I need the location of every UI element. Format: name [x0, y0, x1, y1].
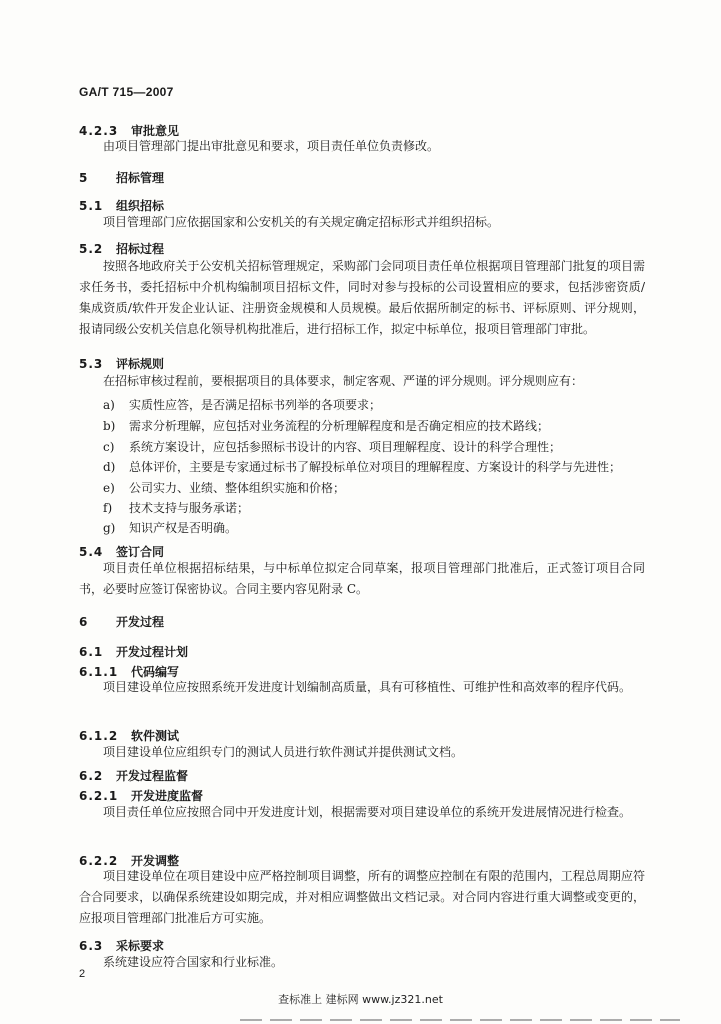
paragraph-6-2-2: 项目建设单位在项目建设中应严格控制项目调整，所有的调整应控制在有限的范围内，工程总周期应符合合同要求，以确保系统建设如期完成，并对相应调整做出文档记录。对合同内容进行重大调整或变更的，应报项目管理部门批准后方可实施。 [79, 869, 645, 925]
list-item: d) 总体评价，主要是专家通过标书了解投标单位对项目的理解程度、方案设计的科学与先进性； [103, 460, 622, 474]
heading-6-1: 6.1 开发过程计划 [79, 645, 189, 659]
list-item: f) 技术支持与服务承诺； [103, 501, 250, 515]
site-footer-watermark: 查标准上 建标网 www.jz321.net [278, 993, 443, 1006]
heading-5-3: 5.3 评标规则 [79, 357, 165, 371]
heading-6-1-2: 6.1.2 软件测试 [79, 729, 180, 743]
page-number: 2 [79, 968, 86, 980]
heading-4-2-3: 4.2.3 审批意见 [79, 124, 180, 138]
heading-6: 6 开发过程 [79, 615, 165, 629]
paragraph-6-1-1: 项目建设单位应按照系统开发进度计划编制高质量，具有可移植性、可维护性和高效率的程序代码。 [103, 680, 632, 694]
standard-code-header: GA/T 715—2007 [79, 85, 174, 99]
heading-6-1-1: 6.1.1 代码编写 [79, 665, 180, 679]
heading-6-2-1: 6.2.1 开发进度监督 [79, 789, 204, 803]
paragraph-5-4: 项目责任单位根据招标结果，与中标单位拟定合同草案，报项目管理部门批准后，正式签订项目合同书，必要时应签订保密协议。合同主要内容见附录 C。 [79, 561, 645, 596]
paragraph-6-2-1: 项目责任单位应按照合同中开发进度计划，根据需要对项目建设单位的系统开发进展情况进行检查。 [103, 805, 632, 819]
scan-artifact-line [240, 1019, 680, 1021]
paragraph-6-1-2: 项目建设单位应组织专门的测试人员进行软件测试并提供测试文档。 [103, 745, 464, 759]
paragraph-5-2: 按照各地政府关于公安机关招标管理规定，采购部门会同项目责任单位根据项目管理部门批复的项目需求任务书，委托招标中介机构编制项目招标文件，同时对参与投标的公司设置相应的要求，包括涉密资质/集成资质/软件开发企业认证、注册资金规模和人员规模。最后依据所制定的标书、评标原则、评分规则，报请同级公安机关信息化领导机构批准后，进行招标工作，拟定中标单位，报项目管理部门审批。 [79, 259, 645, 336]
heading-5: 5 招标管理 [79, 171, 165, 185]
list-item: a) 实质性应答，是否满足招标书列举的各项要求； [103, 398, 382, 412]
heading-5-2: 5.2 招标过程 [79, 242, 165, 256]
paragraph-6-3: 系统建设应符合国家和行业标准。 [103, 955, 284, 969]
heading-6-2: 6.2 开发过程监督 [79, 769, 189, 783]
list-item: e) 公司实力、业绩、整体组织实施和价格； [103, 481, 346, 495]
paragraph-5-1: 项目管理部门应依据国家和公安机关的有关规定确定招标形式并组织招标。 [103, 215, 500, 229]
heading-6-2-2: 6.2.2 开发调整 [79, 854, 180, 868]
heading-6-3: 6.3 采标要求 [79, 939, 165, 953]
list-item: b) 需求分析理解，应包括对业务流程的分析理解程度和是否确定相应的技术路线； [103, 419, 550, 433]
list-item: g) 知识产权是否明确。 [103, 521, 238, 535]
list-item: c) 系统方案设计，应包括参照标书设计的内容、项目理解程度、设计的科学合理性； [103, 440, 562, 454]
paragraph-5-3: 在招标审核过程前，要根据项目的具体要求，制定客观、严谨的评分规则。评分规则应有： [103, 374, 584, 388]
paragraph-4-2-3: 由项目管理部门提出审批意见和要求，项目责任单位负责修改。 [103, 139, 440, 153]
heading-5-4: 5.4 签订合同 [79, 545, 165, 559]
heading-5-1: 5.1 组织招标 [79, 199, 165, 213]
